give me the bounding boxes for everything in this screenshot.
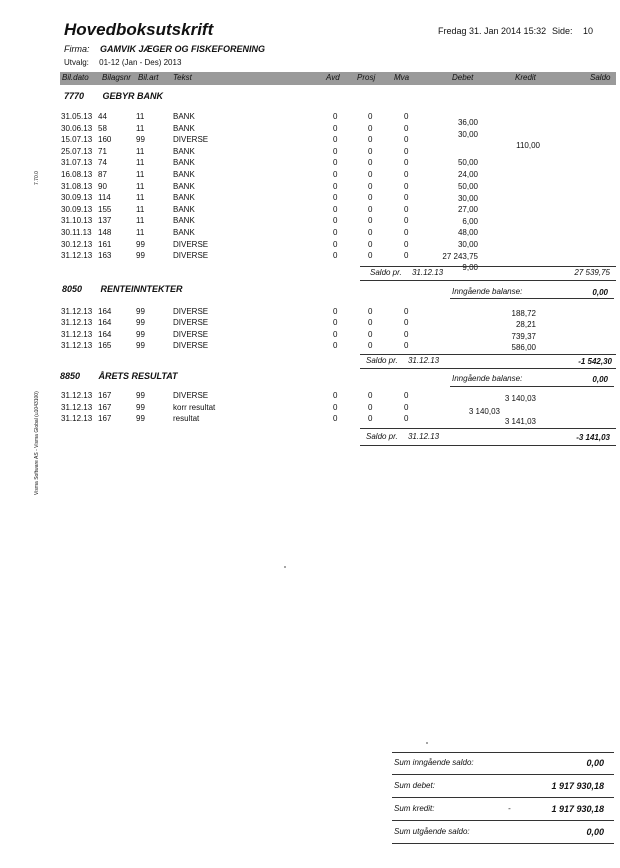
entry-mva: 0 (404, 239, 409, 249)
saldo-value: -1 542,30 (578, 357, 612, 366)
entry-date: 31.12.13 (61, 318, 93, 328)
entry-prosj: 0 (368, 112, 373, 121)
entry-bilagsnr: 137 (98, 216, 112, 226)
entry-bilart: 11 (136, 146, 145, 156)
saldo-date: 31.12.13 (407, 356, 440, 365)
entry-prosj: 0 (368, 193, 373, 203)
account-heading (60, 371, 178, 381)
entry-date: 30.06.13 (61, 123, 93, 133)
ledger-row (0, 318, 620, 329)
entry-debet: 30,00 (457, 193, 478, 203)
entry-debet: 3 140,03 (468, 406, 500, 416)
entry-bilart: 99 (136, 340, 145, 350)
opening-balance-value: 0,00 (592, 288, 608, 297)
saldo-divider (360, 428, 616, 429)
ledger-row (0, 403, 620, 414)
entry-mva: 0 (404, 414, 409, 423)
opening-balance-label: Inngående balanse: (452, 287, 523, 296)
entry-debet: 27 243,75 (442, 251, 478, 261)
saldo-label (366, 432, 439, 441)
entry-mva: 0 (404, 340, 409, 350)
saldo-label-text: Saldo pr. (370, 268, 402, 277)
entry-date: 30.09.13 (61, 193, 93, 203)
col-bil-art: Bil.art (138, 73, 159, 82)
scan-speck (284, 566, 286, 568)
entry-kredit: 586,00 (511, 342, 536, 352)
entry-prosj: 0 (368, 170, 373, 179)
company-name: GAMVIK JÆGER OG FISKEFORENING (100, 44, 266, 54)
entry-mva: 0 (404, 112, 409, 121)
account-name: ÅRETS RESULTAT (98, 371, 178, 381)
saldo-label (366, 356, 439, 365)
col-prosj: Prosj (357, 73, 376, 82)
entry-bilagsnr: 160 (98, 135, 112, 145)
entry-avd: 0 (333, 340, 338, 350)
entry-date: 31.12.13 (61, 414, 93, 423)
report-date: Fredag 31. Jan 2014 15:32 (438, 26, 547, 36)
entry-text: DIVERSE (173, 239, 209, 249)
entry-bilart: 99 (136, 318, 145, 328)
entry-avd: 0 (333, 228, 338, 237)
ledger-row (0, 391, 620, 402)
utvalg-value: 01-12 (Jan - Des) 2013 (99, 58, 182, 67)
page-value: 10 (583, 26, 594, 36)
saldo-date: 31.12.13 (411, 268, 444, 277)
entry-bilart: 99 (136, 251, 145, 261)
entry-kredit: 3 140,03 (504, 394, 536, 403)
saldo-value: 27 539,75 (574, 268, 610, 277)
opening-balance-label: Inngående balanse: (452, 374, 523, 383)
entry-date: 31.05.13 (61, 112, 93, 121)
entry-avd: 0 (333, 251, 338, 261)
entry-date: 30.09.13 (61, 204, 93, 214)
entry-debet: 27,00 (457, 205, 478, 215)
company-line (64, 44, 265, 54)
entry-bilart: 99 (136, 239, 145, 249)
entry-date: 31.12.13 (61, 251, 93, 261)
opening-divider (450, 298, 614, 299)
entry-text: DIVERSE (173, 391, 209, 400)
opening-divider (450, 386, 614, 387)
ledger-row (0, 330, 620, 341)
entry-avd: 0 (333, 123, 338, 133)
entry-mva: 0 (404, 170, 409, 179)
entry-prosj: 0 (368, 123, 373, 133)
entry-mva: 0 (404, 318, 409, 328)
entry-bilart: 11 (136, 170, 145, 179)
entry-date: 31.12.13 (61, 340, 93, 350)
entry-mva: 0 (404, 307, 409, 316)
account-name: RENTEINNTEKTER (100, 284, 183, 294)
entry-date: 31.12.13 (61, 329, 93, 339)
entry-bilart: 99 (136, 307, 145, 316)
entry-bilagsnr: 90 (98, 181, 107, 191)
entry-date: 31.08.13 (61, 181, 93, 191)
col-bil-dato: Bil.dato (62, 73, 89, 82)
entry-debet: 50,00 (457, 182, 478, 191)
entry-mva: 0 (404, 135, 409, 145)
entry-bilart: 99 (136, 329, 145, 339)
entry-prosj: 0 (368, 228, 373, 237)
summary-row (392, 752, 614, 775)
entry-mva: 0 (404, 329, 409, 339)
entry-mva: 0 (404, 251, 409, 261)
entry-text: DIVERSE (173, 251, 209, 261)
saldo-divider (360, 266, 616, 267)
entry-kredit: 188,72 (511, 309, 536, 318)
saldo-value: -3 141,03 (576, 433, 610, 442)
ledger-row (0, 341, 620, 352)
account-heading (62, 284, 183, 294)
entry-debet: 6,00 (462, 216, 478, 226)
entry-prosj: 0 (368, 414, 373, 423)
entry-kredit: 28,21 (515, 320, 536, 330)
summary-value: 1 917 930,18 (551, 804, 604, 814)
page-label: Side: (552, 26, 573, 36)
entry-bilagsnr: 165 (98, 340, 112, 350)
saldo-divider (360, 368, 616, 369)
opening-balance-value: 0,00 (592, 375, 608, 384)
firma-label: Firma: (64, 44, 90, 54)
entry-bilagsnr: 155 (98, 204, 112, 214)
col-kredit: Kredit (515, 73, 536, 82)
entry-date: 16.08.13 (61, 170, 93, 179)
col-mva: Mva (394, 73, 410, 82)
entry-text: korr resultat (173, 402, 216, 412)
entry-text: BANK (173, 181, 195, 191)
entry-prosj: 0 (368, 158, 373, 168)
entry-bilagsnr: 58 (98, 123, 107, 133)
selection-line (64, 58, 181, 67)
entry-prosj: 0 (368, 181, 373, 191)
entry-bilart: 99 (136, 391, 145, 400)
entry-mva: 0 (404, 181, 409, 191)
entry-prosj: 0 (368, 146, 373, 156)
entry-kredit: 3 141,03 (504, 417, 536, 426)
entry-prosj: 0 (368, 239, 373, 249)
entry-avd: 0 (333, 402, 338, 412)
entry-avd: 0 (333, 216, 338, 226)
entry-mva: 0 (404, 193, 409, 203)
summary-value: 1 917 930,18 (551, 781, 604, 791)
entry-avd: 0 (333, 170, 338, 179)
entry-avd: 0 (333, 181, 338, 191)
entry-bilart: 99 (136, 402, 145, 412)
entry-debet: 48,00 (457, 228, 478, 238)
entry-mva: 0 (404, 402, 409, 412)
entry-bilart: 11 (136, 158, 145, 168)
entry-bilagsnr: 71 (98, 146, 107, 156)
entry-bilart: 99 (136, 135, 145, 145)
entry-bilagsnr: 164 (98, 307, 112, 316)
entry-date: 31.12.13 (61, 307, 93, 316)
entry-text: DIVERSE (173, 307, 209, 316)
summary-label: Sum kredit: (394, 804, 435, 813)
ledger-row (0, 414, 620, 425)
saldo-label-text: Saldo pr. (366, 356, 398, 365)
sidebar-version: 7.70.0 (34, 171, 40, 185)
entry-bilagsnr: 161 (98, 239, 112, 249)
entry-prosj: 0 (368, 391, 373, 400)
entry-date: 30.11.13 (61, 228, 92, 237)
entry-mva: 0 (404, 228, 409, 237)
entry-bilagsnr: 167 (98, 391, 112, 400)
entry-bilagsnr: 167 (98, 402, 112, 412)
entry-prosj: 0 (368, 204, 373, 214)
ledger-row (0, 112, 620, 127)
column-header-bar (60, 72, 616, 85)
col-debet: Debet (452, 73, 474, 82)
summary-value: 0,00 (586, 827, 604, 837)
entry-bilart: 11 (136, 216, 145, 226)
entry-avd: 0 (333, 329, 338, 339)
entry-bilagsnr: 164 (98, 318, 112, 328)
entry-text: resultat (173, 414, 200, 423)
col-saldo: Saldo (590, 73, 611, 82)
entry-date: 31.07.13 (61, 158, 93, 168)
entry-prosj: 0 (368, 318, 373, 328)
entry-date: 30.12.13 (61, 239, 93, 249)
entry-avd: 0 (333, 112, 338, 121)
entry-text: BANK (173, 170, 195, 179)
entry-kredit: 110,00 (516, 141, 540, 151)
entry-prosj: 0 (368, 216, 373, 226)
entry-text: BANK (173, 123, 195, 133)
entry-date: 15.07.13 (61, 135, 93, 145)
entry-avd: 0 (333, 204, 338, 214)
entry-debet: 9,00 (462, 263, 478, 273)
entry-date: 31.12.13 (61, 402, 93, 412)
saldo-label (370, 268, 443, 277)
entry-mva: 0 (404, 216, 409, 226)
account-heading (64, 91, 163, 101)
entry-bilart: 11 (136, 228, 145, 237)
entry-text: BANK (173, 158, 195, 168)
summary-row (392, 821, 614, 844)
entry-bilagsnr: 167 (98, 414, 112, 423)
entry-bilagsnr: 148 (98, 228, 112, 237)
entry-bilagsnr: 163 (98, 251, 112, 261)
saldo-divider (360, 354, 616, 355)
report-title: Hovedboksutskrift (64, 20, 214, 39)
saldo-divider (360, 280, 616, 281)
entry-mva: 0 (404, 146, 409, 156)
account-number: 8850 (60, 371, 81, 381)
entry-prosj: 0 (368, 307, 373, 316)
utvalg-label: Utvalg: (64, 58, 89, 67)
entry-bilart: 11 (136, 123, 145, 133)
summary-row (392, 798, 614, 821)
entry-text: BANK (173, 112, 195, 121)
entry-prosj: 0 (368, 251, 373, 261)
entry-bilart: 11 (136, 112, 145, 121)
saldo-label-text: Saldo pr. (366, 432, 398, 441)
entry-debet: 24,00 (457, 170, 478, 180)
summary-label: Sum debet: (394, 781, 435, 790)
entry-avd: 0 (333, 146, 338, 156)
summary-dash: - (508, 804, 511, 813)
entry-avd: 0 (333, 414, 338, 423)
col-avd: Avd (326, 73, 340, 82)
entry-avd: 0 (333, 158, 338, 168)
entry-bilart: 99 (136, 414, 145, 423)
entry-mva: 0 (404, 391, 409, 400)
entry-bilagsnr: 74 (98, 158, 107, 168)
entry-text: BANK (173, 216, 195, 226)
entry-avd: 0 (333, 193, 338, 203)
account-number: 8050 (62, 284, 83, 294)
ledger-row (0, 307, 620, 318)
entry-date: 25.07.13 (61, 146, 93, 156)
entry-text: DIVERSE (173, 318, 209, 328)
entry-bilart: 11 (136, 181, 145, 191)
entry-avd: 0 (333, 391, 338, 400)
entry-debet: 30,00 (457, 129, 478, 139)
account-number: 7770 (64, 91, 85, 101)
entry-prosj: 0 (368, 402, 373, 412)
entry-text: BANK (173, 204, 195, 214)
summary-row (392, 775, 614, 798)
entry-avd: 0 (333, 135, 338, 145)
entry-mva: 0 (404, 204, 409, 214)
entry-bilart: 11 (136, 204, 145, 214)
entry-prosj: 0 (368, 135, 373, 145)
entry-date: 31.10.13 (61, 216, 93, 226)
page-number (552, 26, 593, 36)
summary-label: Sum utgående saldo: (394, 827, 470, 836)
entry-avd: 0 (333, 307, 338, 316)
entry-kredit: 739,37 (511, 331, 536, 341)
scan-speck (426, 742, 428, 744)
entry-bilagsnr: 87 (98, 170, 107, 179)
entry-debet: 36,00 (457, 118, 478, 127)
entry-text: BANK (173, 146, 195, 156)
entry-text: DIVERSE (173, 329, 209, 339)
entry-bilagsnr: 44 (98, 112, 107, 121)
ledger-row (0, 123, 620, 139)
entry-prosj: 0 (368, 329, 373, 339)
summary-label: Sum inngående saldo: (394, 758, 474, 767)
entry-text: DIVERSE (173, 135, 209, 145)
entry-bilagsnr: 164 (98, 329, 112, 339)
entry-debet: 50,00 (457, 157, 478, 167)
entry-mva: 0 (404, 158, 409, 168)
entry-avd: 0 (333, 239, 338, 249)
entry-debet: 30,00 (457, 240, 478, 249)
entry-prosj: 0 (368, 340, 373, 350)
entry-bilart: 11 (136, 193, 145, 203)
entry-date: 31.12.13 (61, 391, 93, 400)
entry-avd: 0 (333, 318, 338, 328)
sidebar-vendor: Visma Software AS - Visma Global (u1043100) (34, 391, 40, 495)
entry-bilagsnr: 114 (98, 193, 111, 203)
col-tekst: Tekst (173, 73, 192, 82)
col-bilagsnr: Bilagsnr (102, 73, 131, 82)
saldo-date: 31.12.13 (407, 432, 440, 441)
entry-text: BANK (173, 228, 195, 237)
summary-value: 0,00 (586, 758, 604, 768)
account-name: GEBYR BANK (102, 91, 164, 101)
saldo-divider (360, 445, 616, 446)
summary-box (392, 752, 614, 842)
entry-mva: 0 (404, 123, 409, 133)
entry-text: DIVERSE (173, 340, 209, 350)
entry-text: BANK (173, 193, 195, 203)
